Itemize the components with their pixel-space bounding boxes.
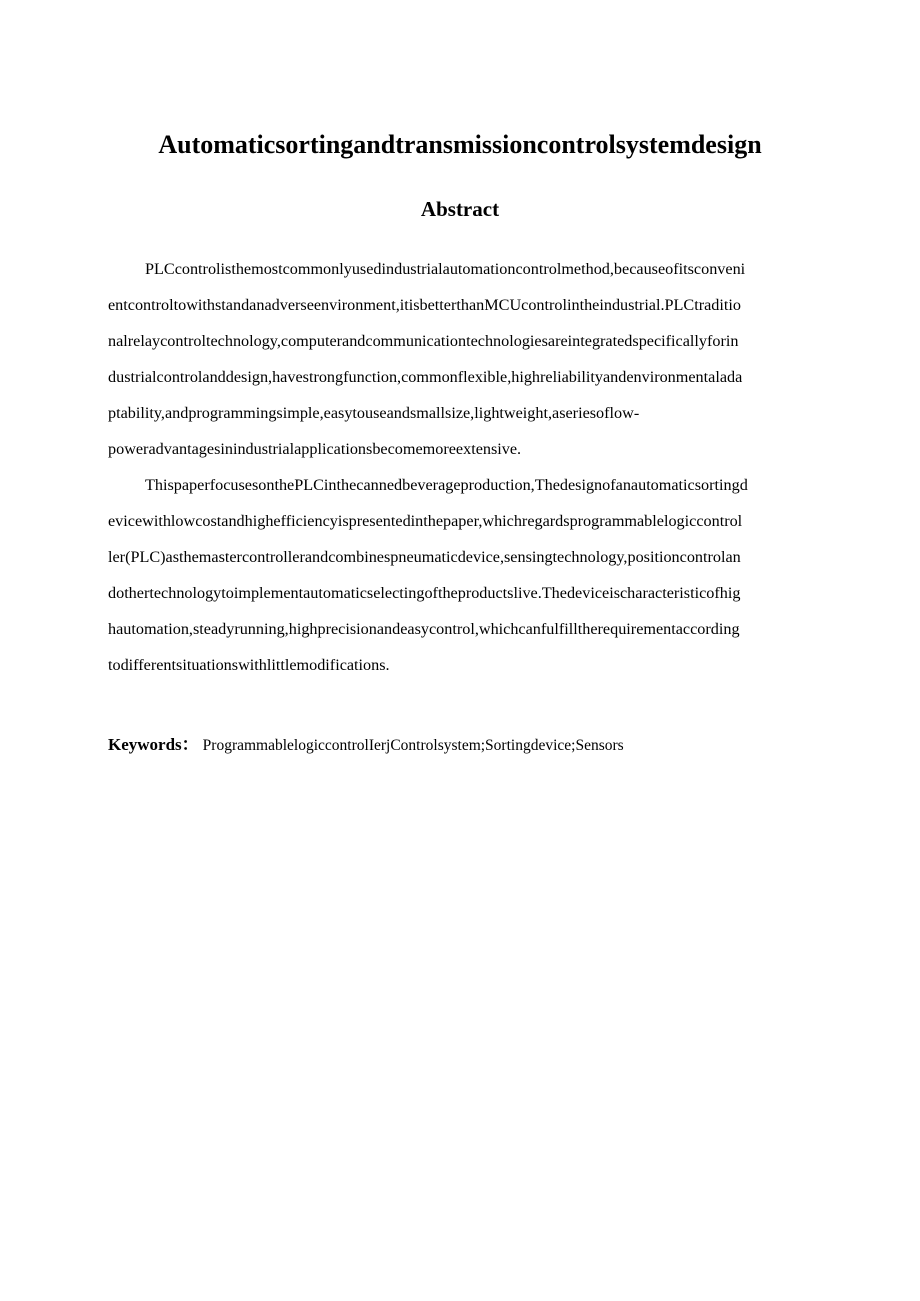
paragraph-2-line-1: ThispaperfocusesonthePLCinthecannedbeverageproduction,Thedesignofanautomaticsortingd bbox=[145, 476, 748, 494]
paragraph-1-line-1: PLCcontrolisthemostcommonlyusedindustrialautomationcontrolmethod,becauseofitsconveni bbox=[145, 260, 746, 278]
paragraph-2-line-5: hautomation,steadyrunning,highprecisionandeasycontrol,whichcanfulfilltherequirementaccording bbox=[108, 620, 740, 638]
paragraph-1-line-3: nalrelaycontroltechnology,computerandcommunicationtechnologiesareintegratedspecificallyforin bbox=[108, 332, 739, 350]
paragraph-2-line-2: evicewithlowcostandhighefficiencyispresentedinthepaper,whichregardsprogrammablelogiccontrol bbox=[108, 512, 743, 530]
abstract-heading: Abstract bbox=[420, 197, 500, 221]
paragraph-1-line-2: entcontroltowithstandanadverseenvironment,itisbetterthanMCUcontrolintheindustrial.PLCtraditio bbox=[108, 296, 741, 314]
paragraph-1-line-5: ptability,andprogrammingsimple,easytouseandsmallsize,lightweight,aseriesoflow- bbox=[108, 404, 640, 422]
paragraph-2-line-6: todifferentsituationswithlittlemodifications. bbox=[108, 656, 390, 674]
keywords-label: Keywords： bbox=[108, 735, 199, 754]
paragraph-2-line-4: dothertechnologytoimplementautomaticselectingoftheproductslive.Thedeviceischaracteristicofhig bbox=[108, 584, 741, 602]
paragraph-1-line-6: poweradvantagesinindustrialapplicationsbecomemoreextensive. bbox=[108, 440, 522, 458]
keywords-line bbox=[108, 735, 848, 756]
paragraph-1-line-4: dustrialcontrolanddesign,havestrongfunction,commonflexible,highreliabilityandenvironmentalada bbox=[108, 368, 743, 386]
paragraph-2-line-3: ler(PLC)asthemastercontrollerandcombinespneumaticdevice,sensingtechnology,positioncontrolan bbox=[108, 548, 741, 566]
keywords-value: ProgrammablelogiccontrolIerjControlsystem;Sortingdevice;Sensors bbox=[202, 737, 624, 754]
document-title: Automaticsortingandtransmissioncontrolsystemdesign bbox=[158, 130, 762, 159]
